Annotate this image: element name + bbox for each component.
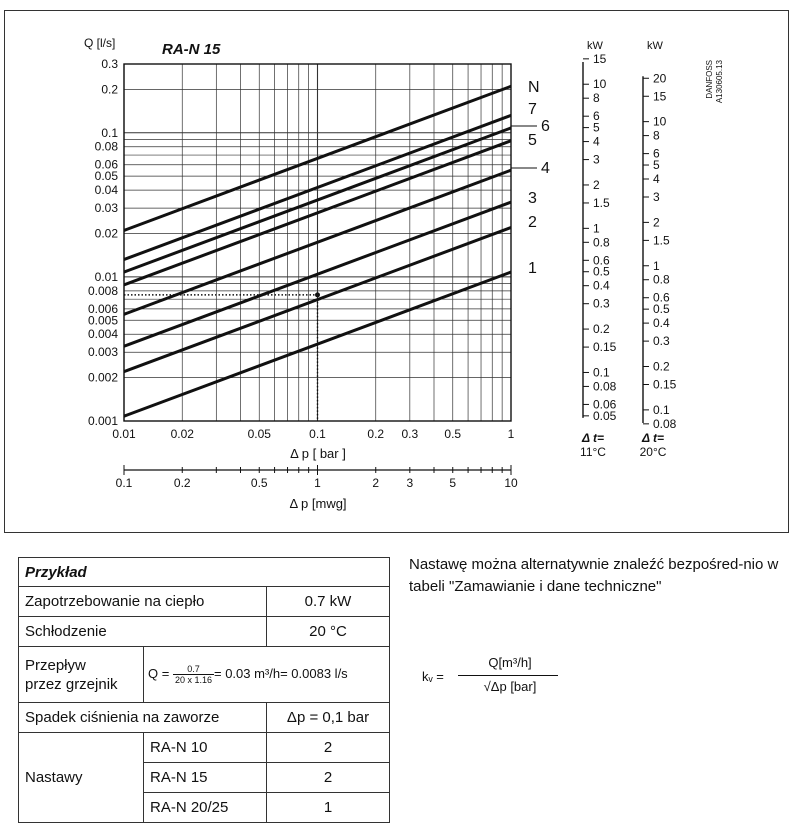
- power-scale-label: 10: [653, 114, 667, 129]
- power-scale-label: 5: [593, 120, 600, 135]
- y-tick-label: 0.1: [101, 125, 118, 140]
- y-tick-label: 0.2: [101, 82, 118, 97]
- power-scale-label: 6: [653, 146, 660, 161]
- power-scale-label: 3: [593, 152, 600, 167]
- flow-fraction: [173, 664, 214, 685]
- series-label: N: [528, 79, 540, 96]
- x2-tick-label: 0.2: [173, 476, 191, 490]
- x-tick-label: 0.5: [444, 427, 462, 441]
- flow-formula: [144, 647, 390, 703]
- series-label: 3: [528, 190, 537, 207]
- flow-label-line1: Przepływ: [25, 656, 86, 674]
- power-scale-label: 1: [593, 221, 600, 236]
- settings-value: 2: [267, 733, 390, 763]
- settings-value: 2: [267, 763, 390, 793]
- y-tick-label: 0.3: [101, 57, 118, 71]
- power-scale-label: 4: [593, 134, 600, 149]
- power-scale-label: 8: [653, 128, 660, 143]
- settings-model: RA-N 20/25: [144, 793, 267, 823]
- kv-fraction-bar: [458, 675, 558, 676]
- pressure-label: Spadek ciśnienia na zaworze: [19, 703, 267, 733]
- power-scale-label: 5: [653, 158, 660, 173]
- chart-title: RA-N 15: [162, 41, 221, 58]
- y-axis-label: Q [l/s]: [84, 36, 116, 50]
- power-scale-label: 0.5: [593, 264, 610, 279]
- power-scale-caption: 20°C: [639, 445, 667, 459]
- power-scale-label: 0.3: [593, 296, 610, 311]
- power-scale-label: 0.6: [653, 290, 670, 305]
- power-scale-label: 1.5: [653, 233, 670, 248]
- power-scale-label: 3: [653, 189, 660, 204]
- x2-tick-label: 10: [504, 476, 518, 490]
- power-scale-label: 1: [653, 258, 660, 273]
- power-scale-label: 20: [653, 71, 667, 86]
- kv-lhs: kᵥ =: [422, 669, 444, 684]
- y-tick-label: 0.04: [94, 183, 118, 198]
- power-scale-label: 0.3: [653, 334, 670, 349]
- power-scale-label: 4: [653, 171, 660, 186]
- power-scale-label: 0.15: [593, 340, 617, 355]
- example-table: [18, 557, 390, 823]
- note-text: Nastawę można alternatywnie znaleźć bezpośred-nio w tabeli "Zamawianie i dane techniczne": [409, 556, 779, 595]
- y-tick-label: 0.003: [87, 345, 118, 360]
- y-tick-label: 0.004: [87, 327, 118, 342]
- x-axis-label: Δ p [ bar ]: [290, 446, 346, 461]
- x2-tick-label: 3: [406, 476, 414, 490]
- x-tick-label: 0.05: [247, 427, 271, 441]
- power-scale-label: 8: [593, 91, 600, 106]
- power-scale-caption: Δ t=: [582, 431, 604, 445]
- power-scale-label: 0.06: [593, 397, 617, 412]
- y-tick-label: 0.006: [87, 301, 118, 316]
- series-label: 4: [541, 160, 550, 177]
- y-tick-label: 0.03: [94, 201, 118, 216]
- pressure-value: Δp = 0,1 bar: [267, 703, 390, 733]
- y-tick-label: 0.001: [87, 414, 118, 428]
- flow-q-prefix: Q =: [148, 665, 170, 681]
- series-label: 7: [528, 101, 537, 118]
- example-title: Przykład: [19, 558, 390, 587]
- power-scale-label: 1.5: [593, 195, 610, 210]
- y-tick-label: 0.02: [94, 226, 118, 241]
- series-label: 1: [528, 260, 537, 277]
- power-scale-label: 0.8: [593, 235, 610, 250]
- power-scale-label: 0.08: [653, 416, 677, 431]
- x2-tick-label: 0.1: [115, 476, 133, 490]
- power-scale-label: 2: [593, 177, 600, 192]
- kv-denominator: √Δp [bar]: [483, 679, 537, 694]
- x-tick-label: 0.02: [170, 427, 194, 441]
- series-label: 5: [528, 132, 537, 149]
- x2-tick-label: 2: [372, 476, 380, 490]
- example-point: [315, 292, 320, 297]
- heat-demand-value: 0.7 kW: [267, 587, 390, 617]
- cooling-label: Schłodzenie: [19, 617, 267, 647]
- power-scale-label: 0.1: [593, 365, 610, 380]
- power-scale-label: 0.5: [653, 302, 670, 317]
- y-tick-label: 0.002: [87, 370, 118, 385]
- kv-numerator: Q[m³/h]: [488, 655, 532, 670]
- code-label: A130605.13: [715, 60, 724, 104]
- x-tick-label: 0.3: [401, 427, 419, 441]
- power-scale-caption: 11°C: [580, 445, 606, 459]
- x-tick-label: 0.2: [367, 427, 385, 441]
- power-scale-label: 0.4: [593, 278, 610, 293]
- power-scale-label: 10: [593, 77, 607, 92]
- power-scale-label: 0.4: [653, 316, 670, 331]
- y-tick-label: 0.08: [94, 139, 118, 154]
- flow-fraction-den: 20 x 1.16: [174, 675, 212, 685]
- flow-fraction-num: 0.7: [173, 664, 214, 675]
- y-tick-label: 0.01: [94, 269, 118, 284]
- series-label: 2: [528, 214, 537, 231]
- code-label: DANFOSS: [705, 60, 714, 99]
- settings-model: RA-N 15: [144, 763, 267, 793]
- power-scale-caption: Δ t=: [642, 431, 664, 445]
- flow-label: [19, 647, 144, 703]
- power-scale-label: 0.1: [653, 402, 670, 417]
- kv-formula: [422, 655, 572, 705]
- x-tick-label: 0.01: [112, 427, 136, 441]
- power-scale-label: 0.05: [593, 408, 617, 423]
- power-scale-label: 0.15: [653, 377, 677, 392]
- power-scale-label: 0.8: [653, 272, 670, 287]
- power-scale-label: 2: [653, 215, 660, 230]
- power-scale-label: 15: [653, 89, 667, 104]
- heat-demand-label: Zapotrzebowanie na ciepło: [19, 587, 267, 617]
- x2-tick-label: 1: [314, 476, 321, 490]
- power-scale-label: 0.2: [593, 322, 610, 337]
- y-tick-label: 0.005: [87, 313, 118, 328]
- power-scale-label: 0.6: [593, 253, 610, 268]
- settings-value: 1: [267, 793, 390, 823]
- x2-tick-label: 0.5: [250, 476, 268, 490]
- x-tick-label: 1: [507, 427, 515, 441]
- x2-axis-label: Δ p [mwg]: [289, 496, 347, 511]
- y-tick-label: 0.06: [94, 157, 118, 172]
- power-scale-unit: kW: [587, 40, 603, 52]
- settings-label: Nastawy: [19, 733, 144, 823]
- power-scale-unit: kW: [647, 40, 663, 52]
- power-scale-label: 0.08: [593, 379, 617, 394]
- x-tick-label: 0.1: [309, 427, 326, 441]
- flow-label-line2: przez grzejnik: [25, 675, 118, 693]
- cooling-value: 20 °C: [267, 617, 390, 647]
- power-scale-label: 0.2: [653, 359, 670, 374]
- power-scale-label: 15: [593, 51, 607, 66]
- y-tick-label: 0.008: [87, 283, 118, 298]
- flow-q-result: = 0.03 m³/h= 0.0083 l/s: [213, 665, 348, 681]
- y-tick-label: 0.05: [94, 169, 118, 184]
- settings-model: RA-N 10: [144, 733, 267, 763]
- power-scale-label: 6: [593, 109, 600, 124]
- x2-tick-label: 5: [449, 476, 457, 490]
- series-label: 6: [541, 118, 550, 135]
